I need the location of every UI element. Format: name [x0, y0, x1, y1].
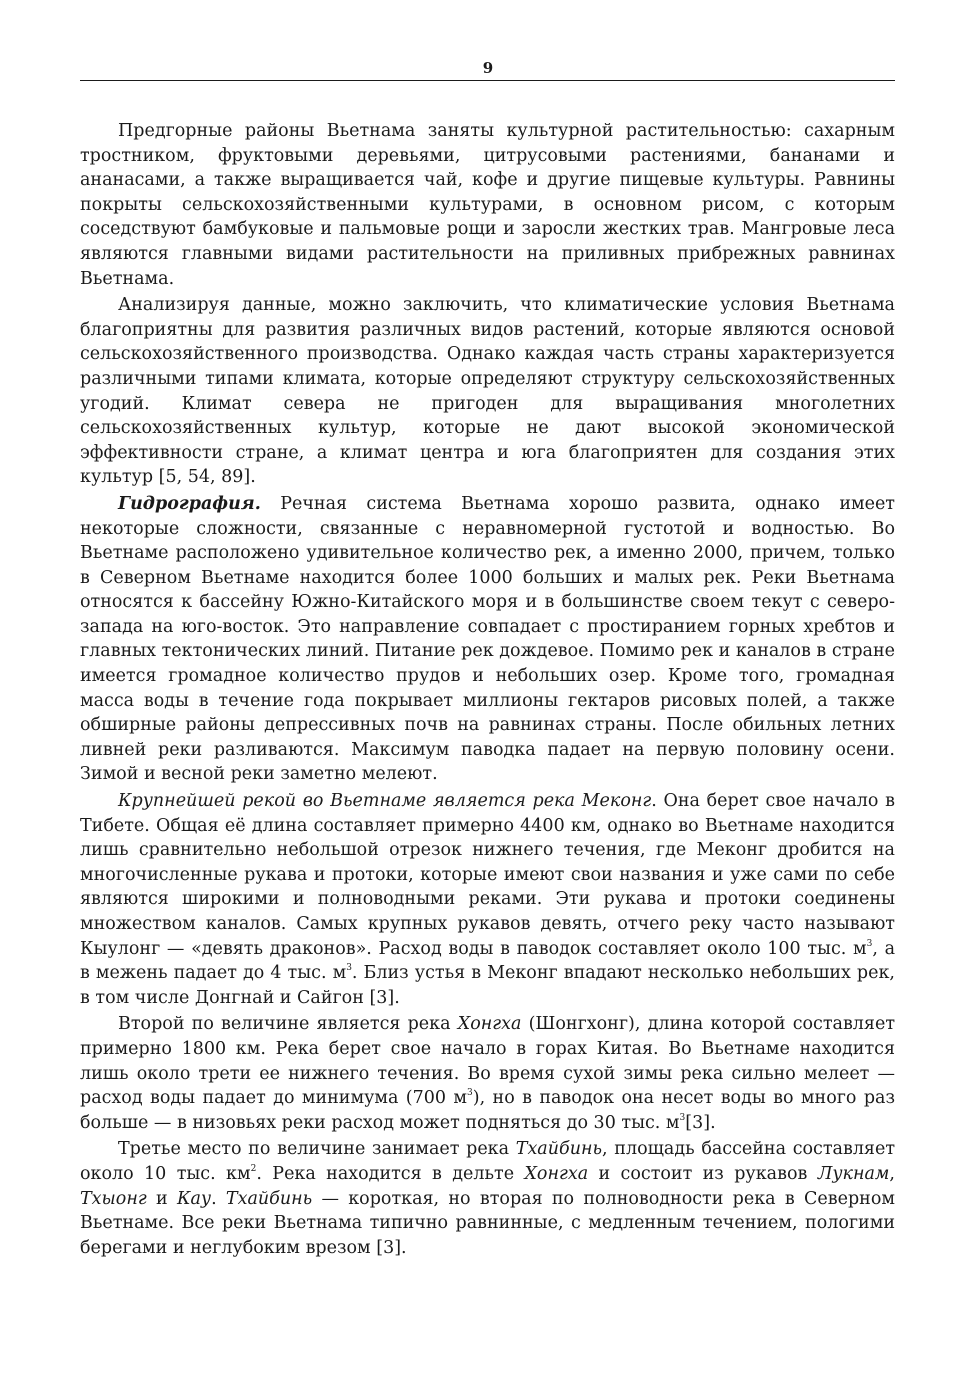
superscript: 3 [346, 963, 352, 974]
paragraph-text: — короткая, но вторая по полноводности река в Северном Вьетнаме. Все реки Вьетнама типично равнинные, с медленным течением, пологими берегами и неглубоким врезом [3]. [80, 1188, 895, 1258]
river-name: Хонгха [524, 1163, 589, 1184]
superscript: 2 [250, 1163, 257, 1174]
river-name: Тхайбинь [225, 1188, 313, 1209]
header-rule [80, 80, 895, 81]
paragraph-text: Третье место по величине занимает река [118, 1139, 516, 1160]
paragraph-text: . Она берет свое начало в Тибете. Общая её длина составляет примерно 4400 км, однако во Вьетнаме находится лишь сравнительно небольшой отрезок нижнего течения, где Меконг дробится на многочисленные рукава и протоки, которые имеют свои названия и уже сами по себе являются широкими и полноводными реками. Эти рукава и протоки соединены множеством каналов. Самых крупных рукавов девять, отчего реку часто называют Кыулонг — «девять драконов». Расход воды в паводок составляет около 100 тыс. м [80, 791, 895, 959]
mekong-lead: Крупнейшей рекой во Вьетнаме является река Меконг [118, 791, 652, 812]
body-text [80, 119, 895, 1262]
paragraph-text: . Река находится в дельте [256, 1163, 525, 1184]
paragraph-text: [3]. [685, 1112, 716, 1133]
branch-name: Тхыонг [80, 1188, 147, 1209]
paragraph-thaibinh [80, 1137, 895, 1260]
branch-name: Лукнам [817, 1163, 890, 1184]
paragraph-hongha [80, 1012, 895, 1135]
paragraph-mekong [80, 789, 895, 1010]
paragraph-climate-conclusion [80, 293, 895, 490]
paragraph-text: , площадь бассейна составляет около 10 тыс. км [80, 1139, 896, 1184]
paragraph-text: и состоит из рукавов [588, 1163, 818, 1184]
paragraph-vegetation [80, 119, 895, 291]
river-name: Хонгха [457, 1014, 522, 1035]
paragraph-text: и [146, 1188, 177, 1209]
section-heading-hydrography: Гидрография. [118, 493, 261, 514]
branch-name: Кау [176, 1188, 212, 1209]
river-name: Тхайбинь [515, 1139, 603, 1160]
page-number: 9 [482, 59, 494, 77]
superscript: 3 [467, 1088, 473, 1099]
paragraph-text: ), но в паводок она несет воды во много раз больше — в низовьях реки расход может подняться до 30 тыс. м [80, 1088, 895, 1133]
paragraph-text: (Шонгхонг), длина которой составляет примерно 1800 км. Река берет свое начало в горах Китая. Во Вьетнаме находится лишь около трети ее нижнего течения. Во время сухой зимы река сильно мелеет — расход воды падает до минимума (700 м [80, 1014, 895, 1109]
paragraph-text: Второй по величине является река [118, 1014, 458, 1035]
superscript: 3 [866, 938, 873, 949]
paragraph-text: Предгорные районы Вьетнама заняты культурной растительностью: сахарным тростником, фруктовыми деревьями, цитрусовыми растениями, бананами и ананасами, а также выращивается чай, кофе и другие пищевые культуры. Равнины покрыты сельскохозяйственными культурами, в основном рисом, с которым соседствуют бамбуковые и пальмовые рощи и заросли жестких трав. Мангровые леса являются главными видами растительности на приливных прибрежных равнинах Вьетнама. [80, 121, 895, 289]
paragraph-text: . Близ устья в Меконг впадают несколько небольших рек, в том числе Донгнай и Сайгон [3]. [80, 963, 895, 1008]
paragraph-text: Речная система Вьетнама хорошо развита, однако имеет некоторые сложности, связанные с неравномерной густотой и водностью. Во Вьетнаме расположено удивительное количество рек, а именно 2000, причем, только в Северном Вьетнаме находится более 1000 больших и малых рек. Реки Вьетнама относятся к бассейну Южно-Китайского моря и в большинстве своем текут с северо-запада на юго-восток. Это направление совпадает с простиранием горных хребтов и главных тектонических линий. Питание рек дождевое. Помимо рек и каналов в стране имеется громадное количество прудов и небольших озер. Кроме того, громадная масса воды в течение года покрывает миллионы гектаров рисовых полей, а также обширные районы депрессивных почв на равнинах страны. После обильных летних ливней реки разливаются. Максимум паводка падает на первую половину осени. Зимой и весной реки заметно мелеют. [80, 493, 895, 785]
paragraph-text: . [211, 1188, 226, 1209]
superscript: 3 [679, 1112, 686, 1123]
paragraph-hydrography [80, 492, 895, 787]
paragraph-text: Анализируя данные, можно заключить, что климатические условия Вьетнама благоприятны для развития различных видов растений, которые являются основой сельскохозяйственного производства. Однако каждая часть страны характеризуется различными типами климата, которые определяют структуру сельскохозяйственных угодий. Климат севера не пригоден для выращивания многолетних сельскохозяйственных культур, которые не дают высокой экономической эффективности стране, а климат центра и юга благоприятен для создания этих культур [5, 54, 89]. [80, 295, 895, 488]
paragraph-text: , [889, 1163, 895, 1184]
paragraph-text: , а в межень падает до 4 тыс. м [80, 938, 895, 984]
